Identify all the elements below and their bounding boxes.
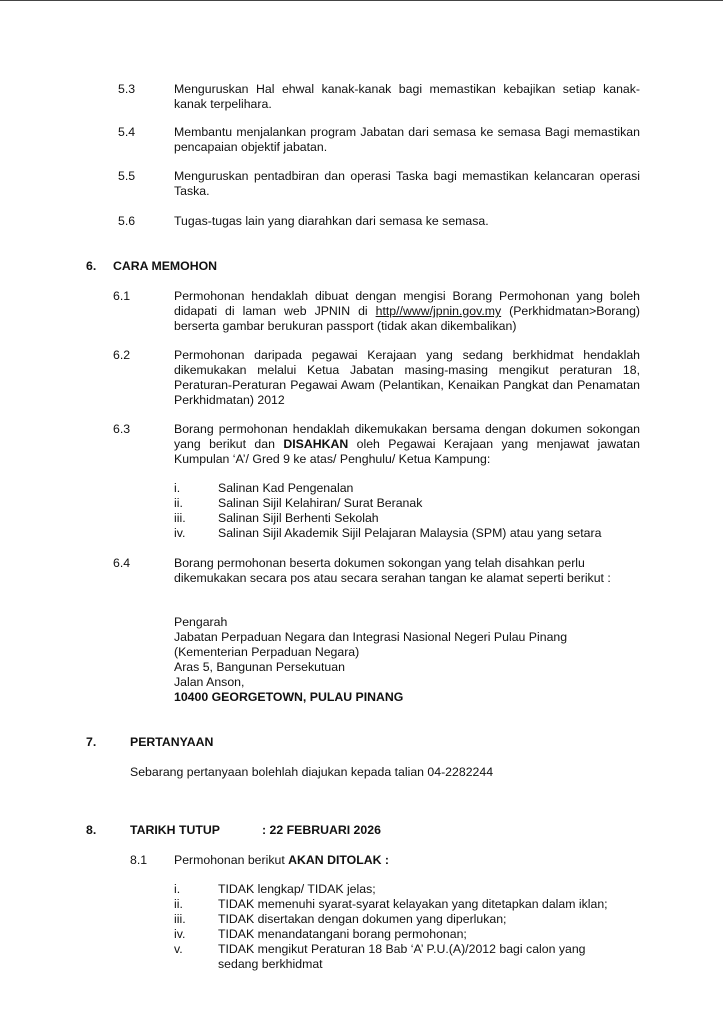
list-item: Salinan Sijil Akademik Sijil Pelajaran Malaysia (SPM) atau yang setara xyxy=(218,526,602,540)
item-text: dikemukakan secara pos atau secara serahan tangan ke alamat seperti berikut : xyxy=(174,571,611,585)
list-marker: i. xyxy=(174,882,181,896)
item-number: 6.2 xyxy=(113,348,131,362)
item-text-bold: AKAN DITOLAK : xyxy=(288,853,390,867)
list-marker: ii. xyxy=(174,897,183,911)
enquiry-text: Sebarang pertanyaan bolehlah diajukan kepada talian 04-2282244 xyxy=(130,765,494,779)
item-number: 6.1 xyxy=(113,289,131,303)
item-number: 8.1 xyxy=(130,853,148,867)
item-number: 5.4 xyxy=(118,125,136,139)
item-number: 6.4 xyxy=(113,556,131,570)
item-text: Membantu menjalankan program Jabatan dari semasa ke semasa Bagi memastikan pencapaian objektif jabatan. xyxy=(174,125,640,154)
section-number: 7. xyxy=(86,735,97,749)
list-marker: iii. xyxy=(174,912,186,926)
list-item: TIDAK mengikut Peraturan 18 Bab ‘A’ P.U.(A)/2012 bagi calon yang xyxy=(218,942,586,956)
jpnin-link[interactable]: http//www/jpnin.gov.my xyxy=(375,304,502,318)
address-line: Pengarah xyxy=(174,615,228,629)
item-text xyxy=(174,422,640,467)
list-marker: iv. xyxy=(174,927,186,941)
list-item: Salinan Sijil Kelahiran/ Surat Beranak xyxy=(218,496,423,510)
item-text: Permohonan daripada pegawai Kerajaan yang sedang berkhidmat hendaklah dikemukakan melalui Ketua Jabatan masing-masing mengikut peraturan 18, Peraturan-Peraturan Pegawai Awam (Pelantikan, Kenaikan Pangkat dan Penamatan Perkhidmatan) 2012 xyxy=(174,348,640,407)
list-marker: ii. xyxy=(174,496,183,510)
section-number: 6. xyxy=(86,259,97,273)
item-number: 5.5 xyxy=(118,169,136,183)
list-item: TIDAK disertakan dengan dokumen yang diperlukan; xyxy=(218,912,507,926)
item-text-part: oleh Pegawai Kerajaan yang menjawat jawatan Kumpulan ‘A’/ Gred 9 ke atas/ Penghulu/ Ketua Kampung: xyxy=(174,437,641,466)
item-text: Borang permohonan beserta dokumen sokongan yang telah disahkan perlu xyxy=(174,556,585,570)
address-line: Jalan Anson, xyxy=(174,675,245,689)
list-marker: iv. xyxy=(174,526,186,540)
closing-date: : 22 FEBRUARI 2026 xyxy=(262,823,381,837)
address-line: (Kementerian Perpaduan Negara) xyxy=(174,645,360,659)
section-title: TARIKH TUTUP xyxy=(130,823,220,837)
page-top-border xyxy=(0,0,723,1)
section-number: 8. xyxy=(86,823,97,837)
list-marker: v. xyxy=(174,942,183,956)
item-text xyxy=(174,289,640,334)
item-text: Menguruskan Hal ehwal kanak-kanak bagi memastikan kebajikan setiap kanak-kanak terpelihara. xyxy=(174,82,640,111)
item-text xyxy=(174,853,389,868)
section-title: CARA MEMOHON xyxy=(113,259,218,273)
list-item: TIDAK lengkap/ TIDAK jelas; xyxy=(218,882,376,896)
item-text-part: Borang permohonan hendaklah dikemukakan bersama dengan dokumen sokongan yang berikut dan xyxy=(174,422,640,451)
section-title: PERTANYAAN xyxy=(130,735,214,749)
item-text: Menguruskan pentadbiran dan operasi Taska bagi memastikan kelancaran operasi Taska. xyxy=(174,169,640,198)
item-number: 5.3 xyxy=(118,82,136,96)
item-text: Tugas-tugas lain yang diarahkan dari semasa ke semasa. xyxy=(174,214,489,228)
item-number: 5.6 xyxy=(118,214,136,228)
address-line: Aras 5, Bangunan Persekutuan xyxy=(174,660,345,674)
address-postcode: 10400 GEORGETOWN, PULAU PINANG xyxy=(174,690,404,704)
list-marker: i. xyxy=(174,481,181,495)
list-item: TIDAK memenuhi syarat-syarat kelayakan yang ditetapkan dalam iklan; xyxy=(218,897,608,911)
list-item: Salinan Sijil Berhenti Sekolah xyxy=(218,511,379,525)
item-text-part: (Perkhidmatan>Borang) berserta gambar berukuran passport (tidak akan dikembalikan) xyxy=(174,304,641,333)
address-line: Jabatan Perpaduan Negara dan Integrasi Nasional Negeri Pulau Pinang xyxy=(174,630,568,644)
list-marker: iii. xyxy=(174,511,186,525)
item-number: 6.3 xyxy=(113,422,131,436)
list-item: Salinan Kad Pengenalan xyxy=(218,481,354,495)
item-text-part: Permohonan berikut xyxy=(174,853,289,867)
list-item: TIDAK menandatangani borang permohonan; xyxy=(218,927,467,941)
item-text-bold: DISAHKAN xyxy=(283,437,349,451)
item-text-part: Permohonan hendaklah dibuat dengan mengisi Borang Permohonan yang boleh didapati di laman web JPNIN di xyxy=(174,289,640,318)
list-item-continuation: sedang berkhidmat xyxy=(218,957,323,971)
